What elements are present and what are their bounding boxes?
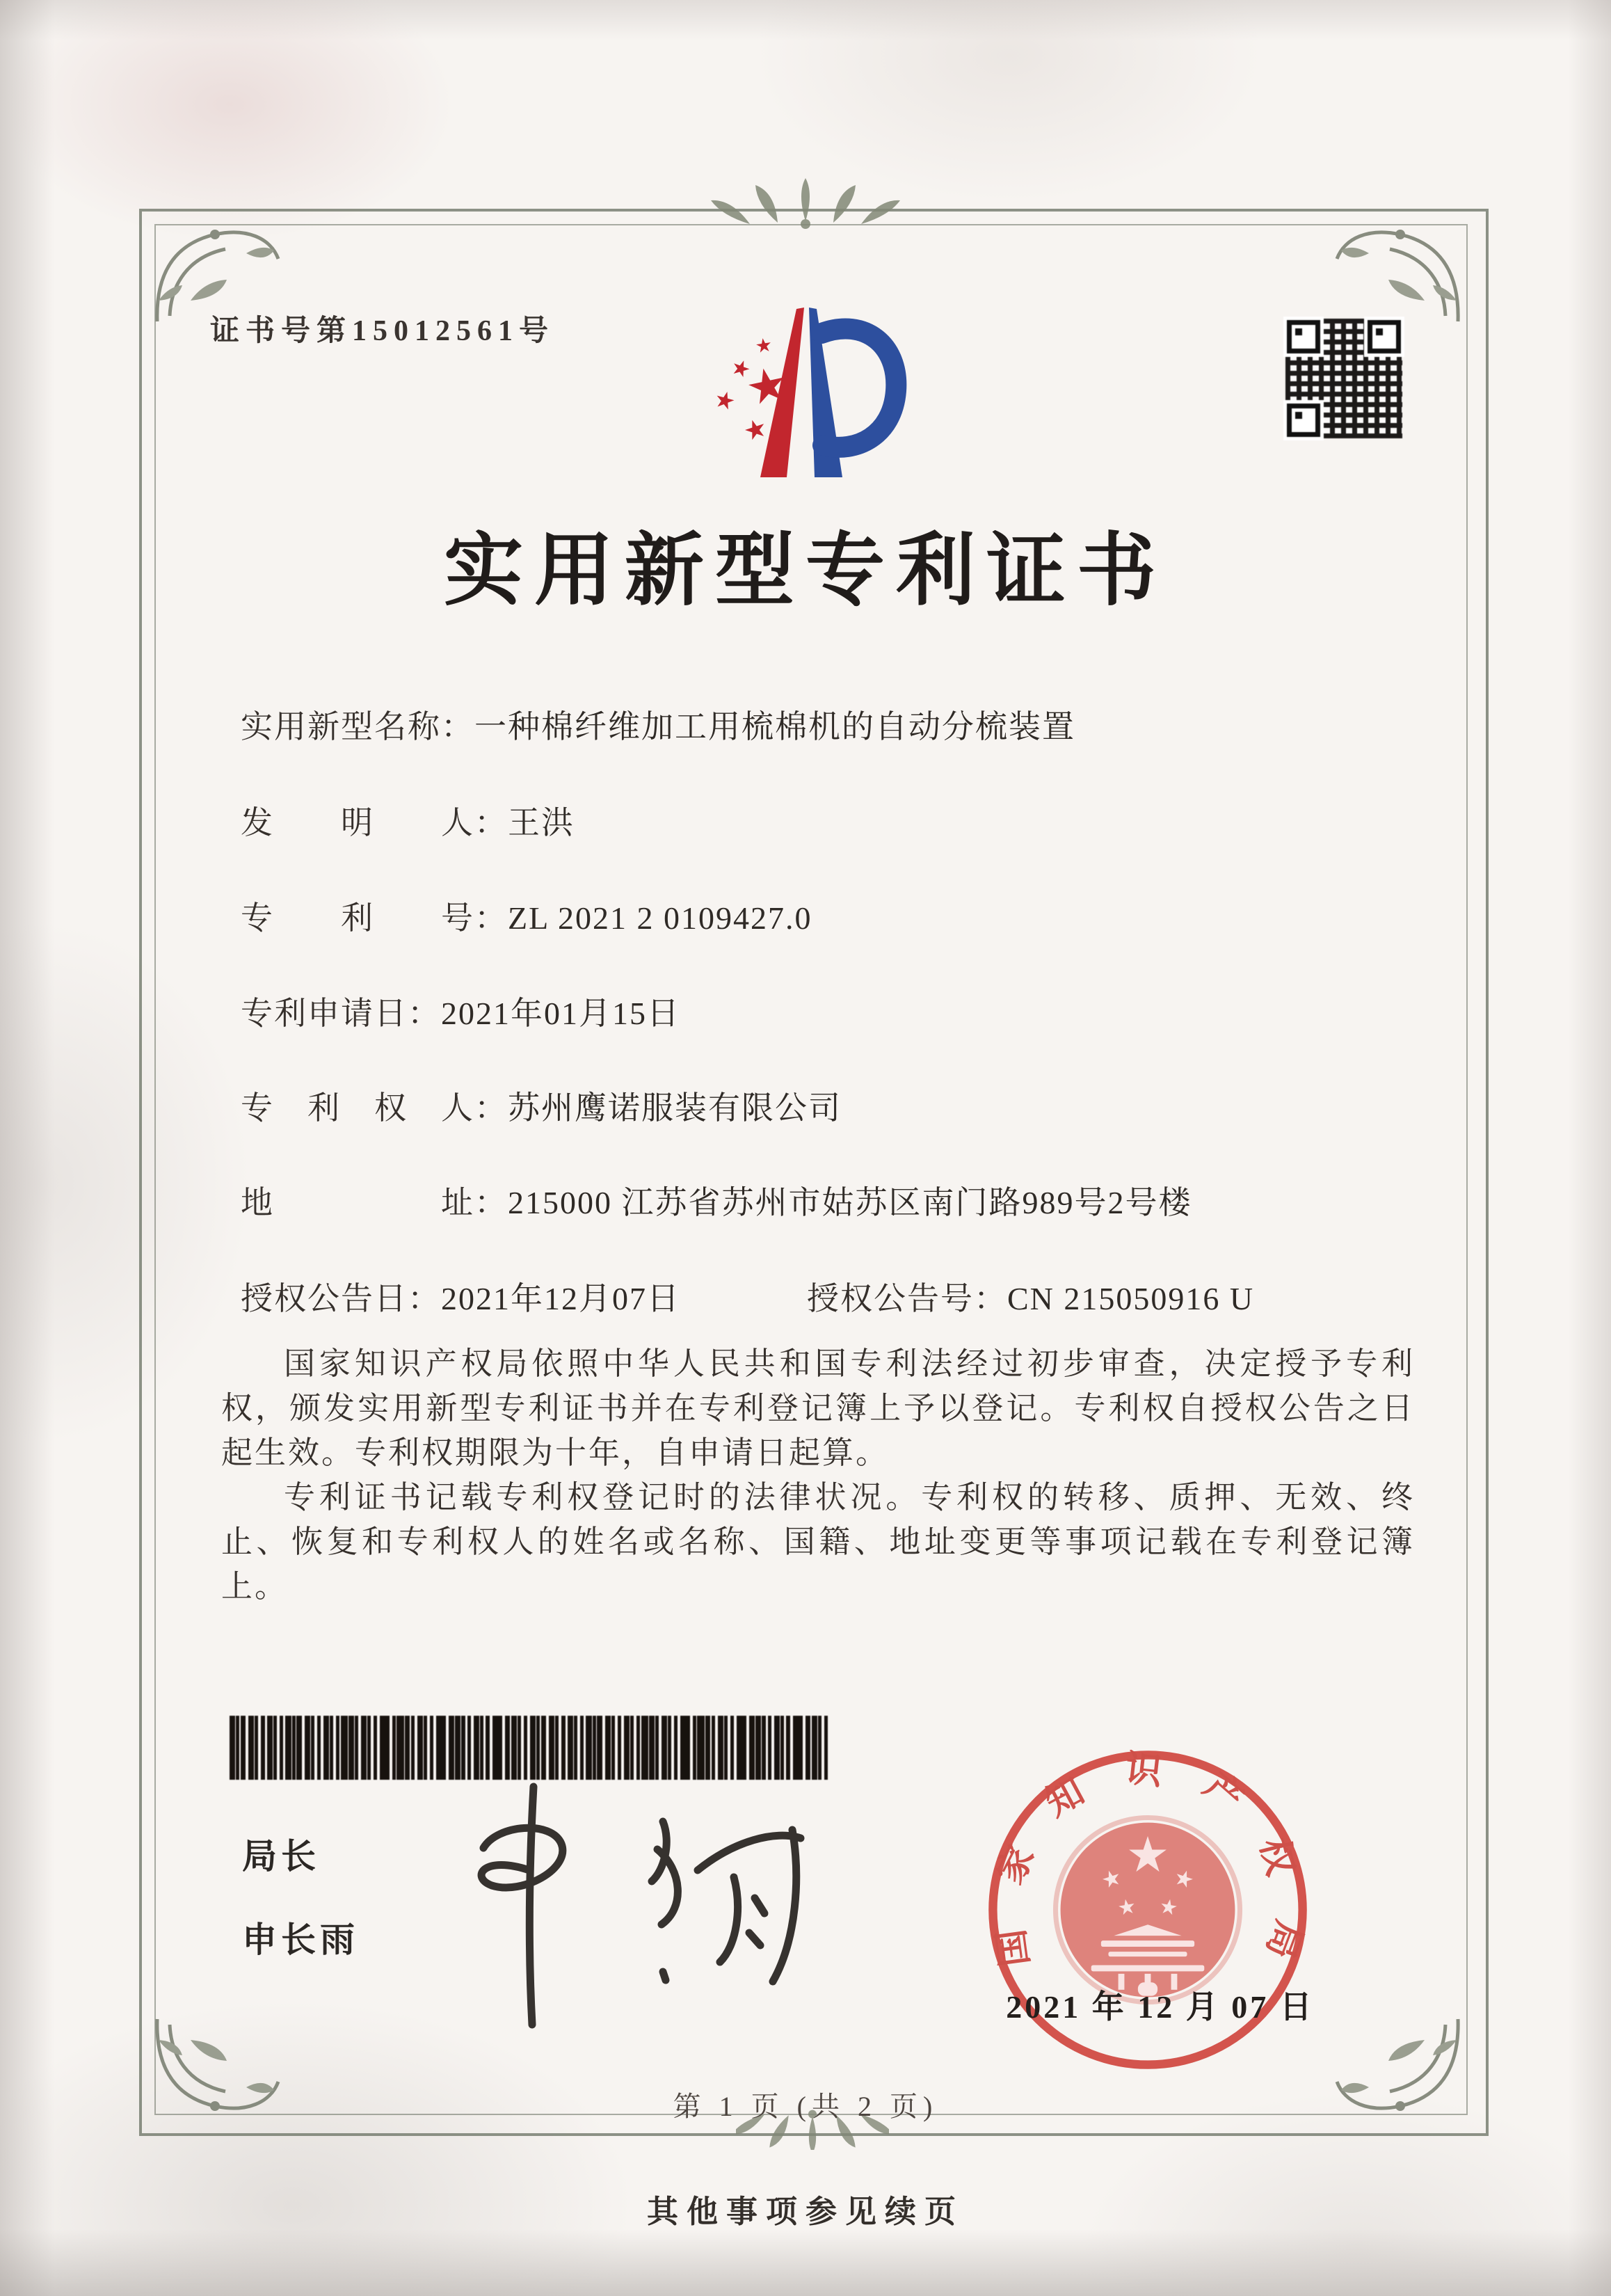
legal-text-block xyxy=(221,1341,1415,1609)
legal-paragraph: 国家知识产权局依照中华人民共和国专利法经过初步审查，决定授予专利权，颁发实用新型专利证书并在专利登记簿上予以登记。专利权自授权公告之日起生效。专利权期限为十年，自申请日起算。 xyxy=(221,1346,1415,1470)
seal-date: 2021 年 12 月 07 日 xyxy=(1006,1989,1315,2025)
official-seal xyxy=(963,1725,1332,2094)
field-value: 215000 江苏省苏州市姑苏区南门路989号2号楼 xyxy=(508,1185,1192,1220)
field-row-address xyxy=(241,1177,1192,1223)
field-row-patent-number xyxy=(241,893,812,939)
corner-flourish-icon xyxy=(1327,217,1466,328)
field-value: 王洪 xyxy=(508,805,575,840)
qr-code xyxy=(1285,319,1402,438)
field-row-grant-number xyxy=(807,1273,1254,1319)
field-value: 2021年01月15日 xyxy=(441,996,680,1031)
field-label: 专 利 权 人： xyxy=(241,1090,508,1126)
page-number: 第 1 页 (共 2 页) xyxy=(673,2091,938,2122)
field-row-grant-date xyxy=(241,1273,1255,1319)
field-label: 发 明 人： xyxy=(241,805,508,840)
field-value: 2021年12月07日 xyxy=(441,1281,680,1316)
qr-finder-icon xyxy=(1368,320,1401,353)
field-label: 地 址： xyxy=(241,1185,508,1220)
qr-finder-icon xyxy=(1287,320,1320,353)
cnipa-logo-icon xyxy=(685,299,915,493)
signature-handwriting xyxy=(386,1766,831,2044)
seal-arc-text: 国家知识产权局 xyxy=(986,1748,1311,2001)
field-label: 实用新型名称： xyxy=(241,709,474,744)
field-label: 授权公告日： xyxy=(241,1281,441,1316)
field-label: 专利申请日： xyxy=(241,996,441,1031)
director-name: 申长雨 xyxy=(242,1920,359,1959)
field-label: 专 利 号： xyxy=(241,900,508,936)
top-center-flourish-icon xyxy=(694,175,917,231)
field-value: 一种棉纤维加工用梳棉机的自动分梳装置 xyxy=(474,709,1075,744)
continuation-note: 其他事项参见续页 xyxy=(646,2194,964,2229)
legal-paragraph: 专利证书记载专利权登记时的法律状况。专利权的转移、质押、无效、终止、恢复和专利权人的姓名或名称、国籍、地址变更等事项记载在专利登记簿上。 xyxy=(221,1480,1415,1604)
field-value: CN 215050916 U xyxy=(1007,1281,1255,1316)
certificate-title: 实用新型专利证书 xyxy=(443,527,1167,615)
field-label: 授权公告号： xyxy=(807,1281,1007,1316)
director-title: 局长 xyxy=(242,1837,320,1876)
field-value: 苏州鹰诺服装有限公司 xyxy=(508,1090,842,1126)
field-row-filing-date xyxy=(241,988,680,1034)
field-row-inventor xyxy=(241,797,575,843)
certificate-number: 证书号第15012561号 xyxy=(210,315,555,347)
field-row-utility-model-name xyxy=(241,701,1075,747)
qr-finder-icon xyxy=(1287,404,1320,437)
field-value: ZL 2021 2 0109427.0 xyxy=(508,900,812,936)
field-row-patentee xyxy=(241,1083,842,1129)
